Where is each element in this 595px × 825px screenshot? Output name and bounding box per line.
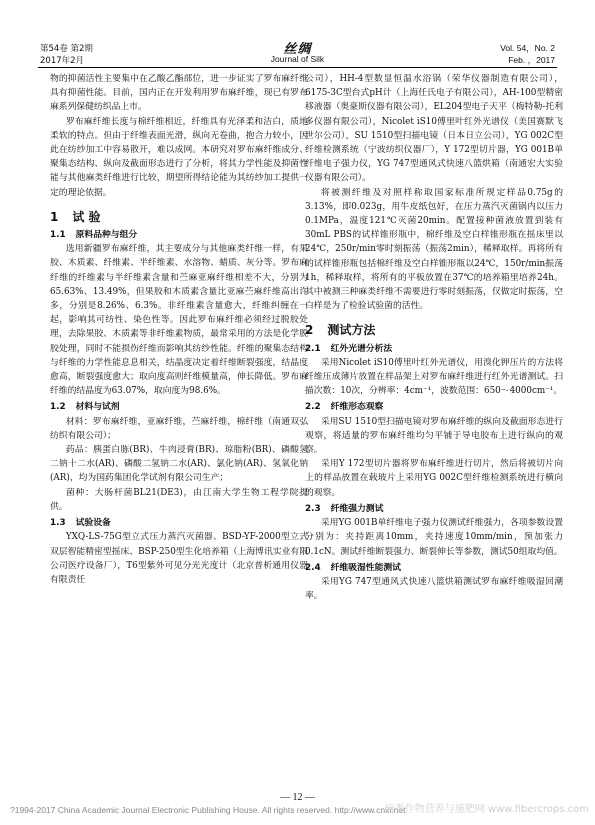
section-heading: 2 测试方法 bbox=[305, 323, 376, 338]
paragraph: YXQ-LS-75G型立式压力蒸汽灭菌器、BSD-YF-2000型立式双层智能精密型摇床、BSP-250型生化培养箱（上海博讯实业有限公司医疗设备厂），T6型紫外可见分光光度计（北京普析通用仪器有限责任 bbox=[50, 532, 308, 585]
section-heading: 1 试 验 bbox=[50, 209, 101, 224]
subsection-heading: 2.2 纤维形态观察 bbox=[305, 402, 384, 413]
watermark: 麻类作物营养与施肥网 www.fibercrops.com bbox=[384, 804, 589, 815]
journal-name-en: Journal of Silk bbox=[270, 54, 325, 64]
page-header bbox=[0, 0, 595, 72]
subsection-heading: 2.1 红外光谱分析法 bbox=[305, 343, 393, 354]
copyright-footer: ?1994-2017 China Academic Journal Electronic Publishing House. All rights reserved. http://www.cnki.net bbox=[10, 805, 406, 815]
paragraph: 采用SU 1510型扫描电镜对罗布麻纤维的纵向及截面形态进行观察，将适量的罗布麻纤维均匀平铺于导电胶布上进行纵向的观察。 bbox=[305, 416, 563, 456]
subsection-heading: 1.3 试验设备 bbox=[50, 518, 111, 529]
left-column bbox=[50, 72, 308, 587]
volume-issue-en: Vol. 54，No. 2 bbox=[500, 43, 555, 53]
volume-issue: 第54卷 第2期 bbox=[40, 44, 93, 54]
journal-logo: 丝绸 bbox=[283, 42, 312, 57]
subsection-heading: 1.1 原料品种与组分 bbox=[50, 230, 138, 241]
right-column bbox=[305, 72, 563, 603]
page-number: — 12 — bbox=[280, 792, 315, 803]
paragraph: 物的抑菌活性主要集中在乙酸乙酯部位，进一步证实了罗布麻纤维具有抑菌性能。目前，国内正在开发利用罗布麻纤维，现已有罗布麻系列保健纺织品上市。 bbox=[50, 74, 308, 113]
paragraph: 采用Nicolet iS10傅里叶红外光谱仪，用溴化钾压片的方法将纤维压成薄片放置在样品架上对罗布麻纤维进行红外光谱测试。扫描次数：10次，分辨率：4cm⁻¹，波数范围：650～4000cm⁻¹。 bbox=[305, 357, 563, 397]
subsection-heading: 1.2 材料与试剂 bbox=[50, 402, 120, 413]
paragraph: 采用Y 172型切片器将罗布麻纤维进行切片，然后将被切片向上的样品放置在载玻片上采用YG 002C型纤维检测系统进行横向的观察。 bbox=[305, 459, 563, 498]
header-rule bbox=[38, 67, 557, 68]
publication-date-en: Feb. ，2017 bbox=[508, 55, 555, 65]
paragraph: 公司），HH-4型数显恒温水浴锅（荣华仪器制造有限公司），6175-3C型台式pH计（上海任氏电子有限公司），AH-100型精密移液器（奥豪斯仪器有限公司），EL204型电子天平（梅特勒-托利多仪器有限公司），Nicolet iS10傅里叶红外光谱仪（美国赛默飞世尔公司），SU 1510型扫描电镜（日本日立公司），YG 002C型纤维检测系统（宁波纺织仪器厂），Y 172型切片器，YG 001B单纤维电子强力仪，YG 747型通风式快速八篮烘箱（南通宏大实验仪器有限公司）。 bbox=[305, 74, 563, 184]
paragraph: 采用YG 001B单纤维电子强力仪测试纤维强力，各项参数设置分别为：夹持距离10mm，夹持速度10mm/min，预加张力0.1cN。测试纤维断裂强力、断裂伸长等参数，测试50组取均值。 bbox=[305, 518, 563, 557]
paragraph: 罗布麻纤维长度与棉纤维相近，纤维具有光泽柔和洁白，质地柔软的特点。但由于纤维表面光滑，纵向无卷曲，抱合力较小，因此在纺纱加工中容易散开，难以成网。本研究对罗布麻纤维成分、聚集态结构、纵向及截面形态进行了分析，将其力学性能及抑菌性能与其他麻类纤维进行比较，期望所得结论能为其纺纱加工提供一定的理论依据。 bbox=[50, 116, 308, 198]
paragraph: 药品：胰蛋白胨(BR)、牛肉浸膏(BR)、琼脂粉(BR)、磷酸氢二钠十二水(AR)、磷酸二氢钠二水(AR)、氯化钠(AR)、氢氧化钠(AR)，均为国药集团化学试剂有限公司生产； bbox=[50, 445, 308, 484]
paragraph: 材料：罗布麻纤维，亚麻纤维，苎麻纤维，棉纤维（南通双弘纺织有限公司）； bbox=[50, 416, 308, 441]
paragraph: 将被测纤维及对照样称取国家标准所规定样品0.75g的3.13%，即0.023g，用牛皮纸包好，在压力蒸汽灭菌锅内以压力0.1MPa，温度121℃灭菌20min。配置接种菌液放置到装有30mL PBS的试样锥形瓶中，棉纤维及空白样锥形瓶在摇床里以24℃，250r/min零时刻振荡（振荡2min），稀释取样。再将所有的试样锥形瓶包括棉纤维及空白样锥形瓶以24℃，150r/min振荡1h，稀释取样，将所有的平板放置在37℃的培养箱里培养24h。其中被测三种麻类纤维不需要进行零时刻振荡，仅做定时振荡，空白样是为了检验试验菌的活性。 bbox=[305, 187, 563, 312]
publication-date: 2017年2月 bbox=[40, 56, 85, 66]
paragraph: 选用新疆罗布麻纤维，其主要成分与其他麻类纤维一样，有果胶、木质素、纤维素、半纤维素、水溶物、蜡质、灰分等。罗布麻纤维的纤维素与半纤维素含量和苎麻亚麻纤维相差不大，分别为65.63%、13.49%，但果胶和木质素含量比亚麻苎麻纤维高出许多，分别是8.26%、6.3%。非纤维素含量愈大，纤维纠缠在一起，影响其可纺性、染色性等。因此罗布麻纤维必须经过脱胶处理，去除果胶、木质素等非纤维素物质，最常采用的方法是化学脱胶处理，同时不能损伤纤维而影响其纺纱性能。纤维的聚集态结构与纤维的力学性能息息相关，结晶度决定着纤维断裂强度，结晶度愈高，断裂强度愈大；取向度高则纤维模量高，伸长降低。罗布麻纤维的结晶度为63.07%，取向度为98.6%。 bbox=[50, 244, 308, 397]
paragraph: 采用YG 747型通风式快速八篮烘箱测试罗布麻纤维吸湿回潮率。 bbox=[305, 576, 563, 602]
subsection-heading: 2.3 纤维强力测试 bbox=[305, 503, 384, 514]
subsection-heading: 2.4 纤维吸湿性能测试 bbox=[305, 562, 401, 573]
paragraph: 菌种：大肠杆菌BL21(DE3)，由江南大学生物工程学院提供。 bbox=[50, 487, 308, 512]
